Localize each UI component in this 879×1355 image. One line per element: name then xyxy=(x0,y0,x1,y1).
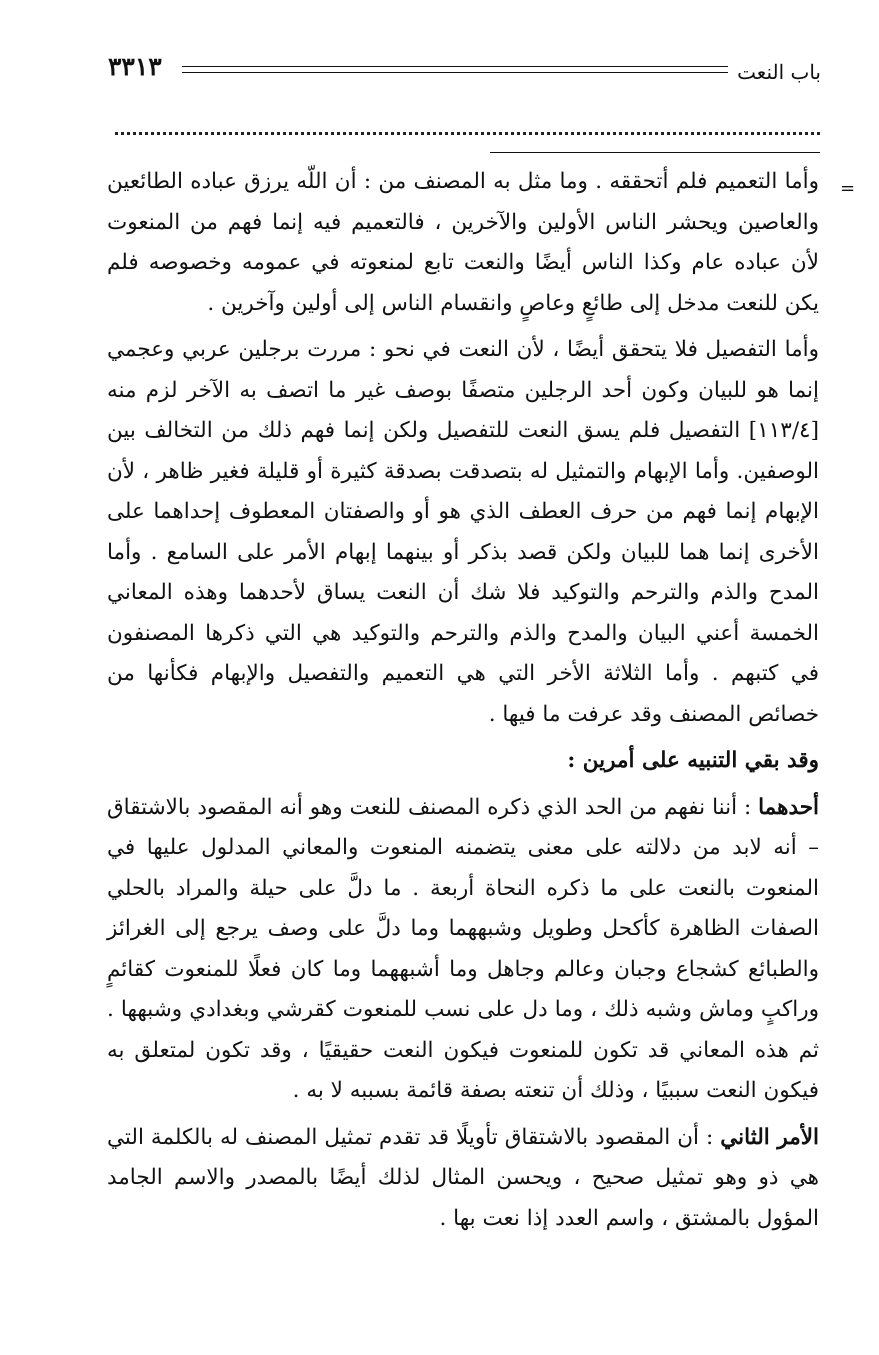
paragraph-lead: الأمر الثاني xyxy=(720,1124,819,1150)
paragraph-first-matter xyxy=(107,788,819,1112)
header-rule-lower xyxy=(182,72,728,73)
dotted-separator xyxy=(115,118,820,135)
paragraph-detailing xyxy=(107,330,819,735)
paragraph-generalization xyxy=(107,162,819,324)
header-rule-upper xyxy=(182,66,728,67)
running-header-title: باب النعت xyxy=(737,60,821,84)
paragraph-text: : أن المقصود بالاشتقاق تأويلًا قد تقدم تمثيل المصنف له بالكلمة التي هي ذو وهو تمثيل صحيح ، ويحسن المثال لذلك أيضًا بالمصدر والاسم الجامد المؤول بالمشتق ، واسم العدد إذا نعت بها . xyxy=(107,1124,819,1231)
footnote-continuation-mark: = xyxy=(840,178,856,199)
footnote-text xyxy=(107,162,819,1239)
paragraph-heading: وقد بقي التنبيه على أمرين : xyxy=(567,748,819,773)
footnote-rule xyxy=(490,152,820,153)
paragraph-heading-two-matters xyxy=(107,741,819,782)
paragraph-lead: أحدهما xyxy=(758,794,819,820)
page-number: ٣٣١٣ xyxy=(108,52,162,81)
paragraph-text: : أننا نفهم من الحد الذي ذكره المصنف للنعت وهو أنه المقصود بالاشتقاق – أنه لابد من دلالته على معنى يتضمنه المنعوت والمعاني المدلول عليها في المنعوت بالنعت على ما ذكره النحاة أربعة . ما دلَّ على حيلة والمراد بالحلي الصفات الظاهرة كأكحل وطويل وشبههما وما دلَّ على وصف يرجع إلى الغرائز والطبائع كشجاع وجبان وعالم وجاهل وما أشبههما وما كان فعلًا للمنعوت كقائمٍ وراكبٍ وماش وشبه ذلك ، وما دل على نسب للمنعوت كقرشي وبغدادي وشبهها . ثم هذه المعاني قد تكون للمنعوت فيكون النعت حقيقيًا ، وقد تكون لمتعلق به فيكون النعت سببيًا ، وذلك أن تنعته بصفة قائمة بسببه لا به . xyxy=(107,794,819,1103)
paragraph-second-matter xyxy=(107,1118,819,1240)
paragraph-text: وأما التفصيل فلا يتحقق أيضًا ، لأن النعت في نحو : مررت برجلين عربي وعجمي إنما هو للبيان وكون أحد الرجلين متصفًا بوصف غير ما اتصف به الآخر لزم منه [١١٣/٤] التفصيل فلم يسق النعت للتفصيل ولكن إنما فهم ذلك من التخالف بين الوصفين. وأما الإبهام والتمثيل له بتصدقت بصدقة كثيرة أو قليلة فغير ظاهر ، لأن الإبهام إنما فهم من حرف العطف الذي هو أو والصفتان المعطوف إحداهما على الأخرى إنما هما للبيان ولكن قصد بذكر أو بينهما إبهام الأمر على السامع . وأما المدح والذم والترحم والتوكيد فلا شك أن النعت يساق لأحدهما وهذه المعاني الخمسة أعني البيان والمدح والذم والترحم والتوكيد هي التي ذكرها المصنفون في كتبهم . وأما الثلاثة الأخر التي هي التعميم والتفصيل والإبهام فكأنها من خصائص المصنف وقد عرفت ما فيها . xyxy=(107,337,819,727)
paragraph-text: وأما التعميم فلم أتحققه . وما مثل به المصنف من : أن اللّه يرزق عباده الطائعين والعاصين ويحشر الناس الأولين والآخرين ، فالتعميم فيه إنما فهم من المنعوت لأن عباده عام وكذا الناس أيضًا والنعت تابع لمنعوته في عمومه وخصوصه فلم يكن للنعت مدخل إلى طائعٍ وعاصٍ وانقسام الناس إلى أولين وآخرين . xyxy=(107,169,819,316)
